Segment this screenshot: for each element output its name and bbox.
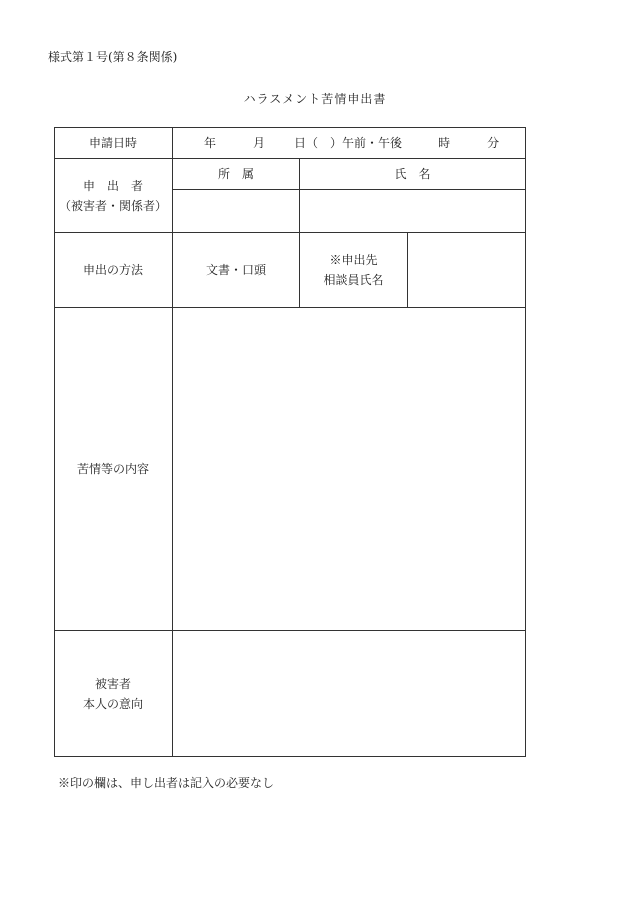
- victim-intent-label-line1: 被害者: [94, 676, 131, 691]
- footnote: ※印の欄は、申し出者は記入の必要なし: [58, 776, 275, 790]
- complaint-form-table: [54, 127, 526, 757]
- complaint-content-label: 苦情等の内容: [76, 462, 149, 476]
- counselor-label: [300, 233, 407, 307]
- am-pm-label: 午前・午後: [342, 135, 403, 150]
- method-label: 申出の方法: [82, 263, 143, 277]
- minute-label: 分: [487, 135, 500, 150]
- request-datetime-field[interactable]: [173, 127, 525, 158]
- victim-intent-input[interactable]: [173, 631, 525, 756]
- method-options[interactable]: 文書・口頭: [205, 263, 266, 277]
- applicant-label: [54, 159, 172, 232]
- affiliation-header: 所 属: [217, 167, 254, 181]
- table-border-right: [525, 127, 526, 757]
- request-datetime-label: 申請日時: [88, 135, 137, 150]
- hour-label: 時: [438, 135, 451, 150]
- victim-intent-label-line2: 本人の意向: [82, 696, 143, 711]
- applicant-label-line1: 申 出 者: [82, 178, 143, 193]
- table-border-bottom: [54, 756, 526, 757]
- counselor-label-line1: ※申出先: [329, 253, 378, 267]
- day-weekday-label: 日（ ）: [294, 135, 343, 150]
- complaint-content-input[interactable]: [173, 308, 525, 630]
- name-header: 氏 名: [394, 167, 431, 181]
- year-label: 年: [204, 135, 217, 150]
- name-input[interactable]: [300, 190, 525, 232]
- document-title: ハラスメント苦情申出書: [243, 92, 387, 106]
- form-number: 様式第１号(第８条関係): [48, 50, 178, 64]
- affiliation-input[interactable]: [173, 190, 299, 232]
- counselor-name-input[interactable]: [408, 233, 525, 307]
- counselor-label-line2: 相談員氏名: [323, 273, 384, 287]
- applicant-label-line2: （被害者・関係者）: [58, 198, 167, 213]
- victim-intent-label: [54, 631, 172, 756]
- month-label: 月: [253, 135, 266, 150]
